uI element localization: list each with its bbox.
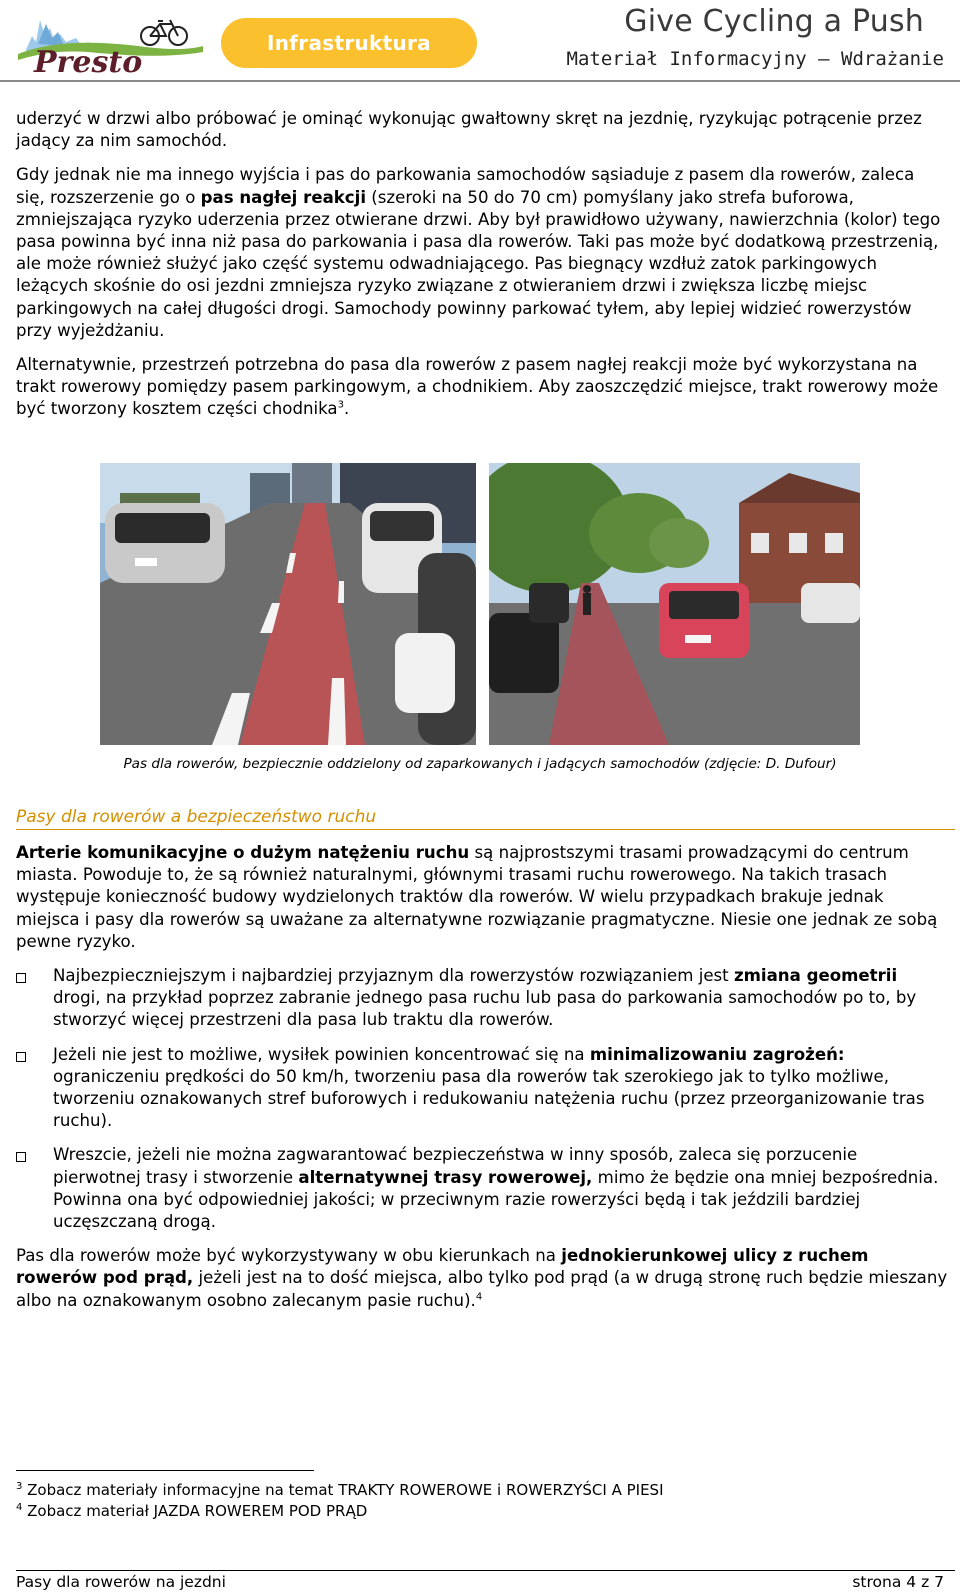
bold-term: zmiana geometrii [733, 966, 898, 986]
presto-logo [18, 6, 203, 78]
list-item-text: ograniczeniu prędkości do 50 km/h, tworzeniu pasa dla rowerów tak szerokiego jak to tylko możliwe, tworzeniu oznakowanych stref buforowych i redukowaniu natężenia ruchu (przez przeorganizowanie tras ruchu). [53, 1066, 925, 1131]
footnote-text: Zobacz materiały informacyjne na temat TRAKTY ROWEROWE i ROWERZYŚCI A PIESI [22, 1481, 664, 1499]
document-title: Give Cycling a Push [624, 4, 924, 39]
list-item [16, 1144, 948, 1233]
footnote-divider [16, 1470, 314, 1471]
bold-term: alternatywnej trasy rowerowej, [298, 1167, 593, 1187]
photo-cycle-track-residential [489, 463, 860, 745]
footnote [16, 1501, 664, 1522]
footnotes [16, 1480, 664, 1522]
checkbox-bullet-icon [16, 973, 26, 983]
list-item-text: Wreszcie, jeżeli nie można zagwarantować bezpieczeństwa w inny sposób, zaleca się porzucenie pierwotnej trasy i stworzenie [53, 1145, 858, 1187]
footnote-text: Zobacz materiał JAZDA ROWEREM POD PRĄD [22, 1502, 368, 1520]
section-divider [16, 829, 955, 830]
paragraph [16, 354, 946, 421]
checkbox-bullet-icon [16, 1052, 26, 1062]
bold-term: pas nagłej reakcji [200, 187, 367, 207]
page-number: strona 4 z 7 [852, 1573, 944, 1591]
paragraph-text: Gdy jednak nie ma innego wyjścia i pas do parkowania samochodów sąsiaduje z pasem dla rowerów, zaleca się, rozszerzenie go o [16, 165, 915, 207]
badge-label: Infrastruktura [267, 31, 431, 55]
list-item-text: Jeżeli nie jest to możliwe, wysiłek powinien koncentrować się na [53, 1044, 590, 1064]
paragraph-text: . [343, 399, 350, 419]
footnote [16, 1480, 664, 1501]
footnote-number: 3 [16, 1481, 23, 1492]
footnote-ref[interactable]: 3 [337, 399, 344, 411]
photo-row [100, 463, 860, 745]
checkbox-bullet-icon [16, 1152, 26, 1162]
footer-divider [16, 1570, 955, 1571]
bold-term: minimalizowaniu zagrożeń: [589, 1044, 845, 1064]
paragraph [16, 842, 948, 953]
svg-text:Presto: Presto [34, 45, 143, 78]
photo-cycle-lane-city [100, 463, 476, 745]
list-item-text: drogi, na przykład poprzez zabranie jednego pasa ruchu lub pasa do parkowania samochodów po to, by stworzyć więcej przestrzeni dla pasa lub traktu dla rowerów. [53, 988, 917, 1030]
footnote-ref[interactable]: 4 [475, 1291, 483, 1303]
document-subtitle: Materiał Informacyjny – Wdrażanie [566, 48, 944, 70]
body-text-bottom [16, 842, 948, 1324]
paragraph-text: Pas dla rowerów może być wykorzystywany w obu kierunkach na [16, 1246, 562, 1266]
bold-term: Arterie komunikacyjne o dużym natężeniu ruchu [16, 843, 470, 862]
section-heading: Pasy dla rowerów a bezpieczeństwo ruchu [16, 807, 377, 827]
page-header [0, 0, 960, 82]
list-item-text: mimo że będzie ona mniej bezpośrednia. Powinna ona być odpowiedniej jakości; w przeciwnym razie rowerzyści będą i tak jeździli bardziej uczęszczaną drogą. [53, 1167, 939, 1232]
section-badge [221, 18, 477, 68]
paragraph [16, 1245, 948, 1312]
footnote-number: 4 [16, 1502, 23, 1513]
header-divider [0, 80, 960, 82]
footer-section-name: Pasy dla rowerów na jezdni [16, 1573, 226, 1591]
list-item-text: Najbezpieczniejszym i najbardziej przyjaznym dla rowerzystów rozwiązaniem jest [53, 966, 734, 986]
bold-term: jednokierunkowej ulicy z ruchem rowerów pod prąd, [16, 1246, 869, 1288]
list-item [16, 1044, 948, 1133]
paragraph-text: Alternatywnie, przestrzeń potrzebna do pasa dla rowerów z pasem nagłej reakcji może być wykorzystana na trakt rowerowy pomiędzy pasem parkingowym, a chodnikiem. Aby zaoszczędzić miejsce, trakt rowerowy może być tworzony kosztem części chodnika [16, 355, 939, 419]
paragraph-text: (szeroki na 50 do 70 cm) pomyślany jako strefa buforowa, zmniejszająca ryzyko uderzenia przez otwierane drzwi. Aby był prawidłowo używany, nawierzchnia (kolor) tego pasa powinna być inna niż pasa do parkowania i pasa dla rowerów. Taki pas może być dodatkową przestrzenią, ale może również służyć jako część systemu odwadniającego. Pas biegnący wzdłuż zatok parkingowych leżących skośnie do osi jezdni zmniejsza ryzyko związane z otwieraniem drzwi i zwiększa liczbę miejsc parkingowych na całej długości drogi. Samochody powinny parkować tyłem, aby lepiej widzieć rowerzystów przy wyjeżdżaniu. [16, 187, 941, 340]
list-item [16, 965, 948, 1032]
paragraph-text: uderzyć w drzwi albo próbować je ominąć wykonując gwałtowny skręt na jezdnię, ryzykując potrącenie przez jadący za nim samochód. [16, 109, 922, 151]
paragraph-text: są najprostszymi trasami prowadzącymi do centrum miasta. Powoduje to, że są również naturalnymi, głównymi trasami ruchu rowerowego. Na takich trasach występuje konieczność budowy wydzielonych traktów dla rowerów. W wielu przypadkach brakuje jednak miejsca i pasy dla rowerów są uważane za alternatywne rozwiązanie pragmatyczne. Niesie one jednak ze sobą pewne ryzyko. [16, 843, 938, 951]
paragraph [16, 108, 946, 152]
photo-caption: Pas dla rowerów, bezpiecznie oddzielony od zaparkowanych i jadących samochodów (zdjęcie: D. Dufour) [123, 756, 837, 772]
paragraph [16, 164, 946, 342]
paragraph-text: jeżeli jest na to dość miejsca, albo tylko pod prąd (a w drugą stronę ruch będzie mieszany albo na oznakowanym osobno zalecanym pasie ruchu). [16, 1268, 948, 1310]
body-text-top [16, 108, 946, 433]
